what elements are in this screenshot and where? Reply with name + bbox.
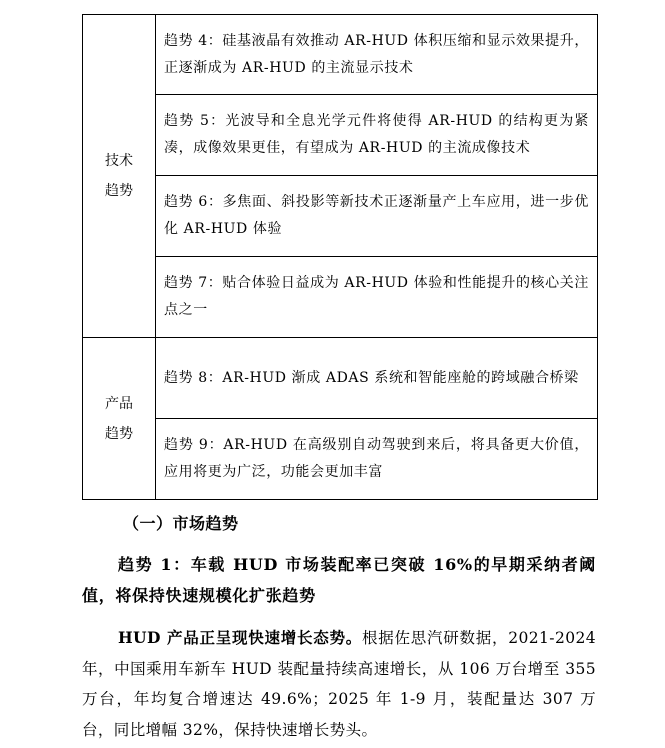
section-heading: （一）市场趋势	[123, 514, 239, 533]
body-paragraph	[82, 623, 596, 745]
table-row	[83, 257, 598, 338]
table-row	[83, 338, 598, 419]
category-cell-tech	[83, 15, 156, 338]
trend-table-container	[82, 14, 596, 500]
table-row	[83, 95, 598, 176]
trend-cell: 趋势 9：AR-HUD 在高级别自动驾驶到来后，将具备更大价值，应用将更为广泛，功能会更加丰富	[156, 419, 598, 500]
paragraph-lead: HUD 产品正呈现快速增长态势。	[118, 628, 362, 647]
trend-cell: 趋势 6：多焦面、斜投影等新技术正逐渐量产上车应用，进一步优化 AR-HUD 体验	[156, 176, 598, 257]
trend-cell: 趋势 5：光波导和全息光学元件将使得 AR-HUD 的结构更为紧凑，成像效果更佳，有望成为 AR-HUD 的主流成像技术	[156, 95, 598, 176]
category-label: 趋势	[105, 425, 133, 442]
paragraph-text: 根据佐思汽研数据，2021-2024 年，中国乘用车新车 HUD 装配量持续高速增长，从 106 万台增至 355 万台，年均复合增速达 49.6%；2025 年 1-9 月，装配量达 307 万台，同比增幅 32%，保持快速增长势头。	[82, 629, 596, 739]
trend-cell: 趋势 4：硅基液晶有效推动 AR-HUD 体积压缩和显示效果提升，正逐渐成为 AR-HUD 的主流显示技术	[156, 15, 598, 95]
trend-cell: 趋势 8：AR-HUD 渐成 ADAS 系统和智能座舱的跨域融合桥梁	[156, 338, 598, 419]
table-row	[83, 176, 598, 257]
trend-table	[82, 14, 598, 500]
trend-title: 趋势 1：车载 HUD 市场装配率已突破 16%的早期采纳者阈值，将保持快速规模化扩张趋势	[82, 555, 596, 605]
category-cell-product	[83, 338, 156, 500]
category-label: 技术	[105, 153, 133, 169]
table-row	[83, 419, 598, 500]
category-label: 产品	[105, 395, 133, 412]
category-label: 趋势	[105, 183, 133, 199]
table-row	[83, 15, 598, 95]
trend-cell: 趋势 7：贴合体验日益成为 AR-HUD 体验和性能提升的核心关注点之一	[156, 257, 598, 338]
